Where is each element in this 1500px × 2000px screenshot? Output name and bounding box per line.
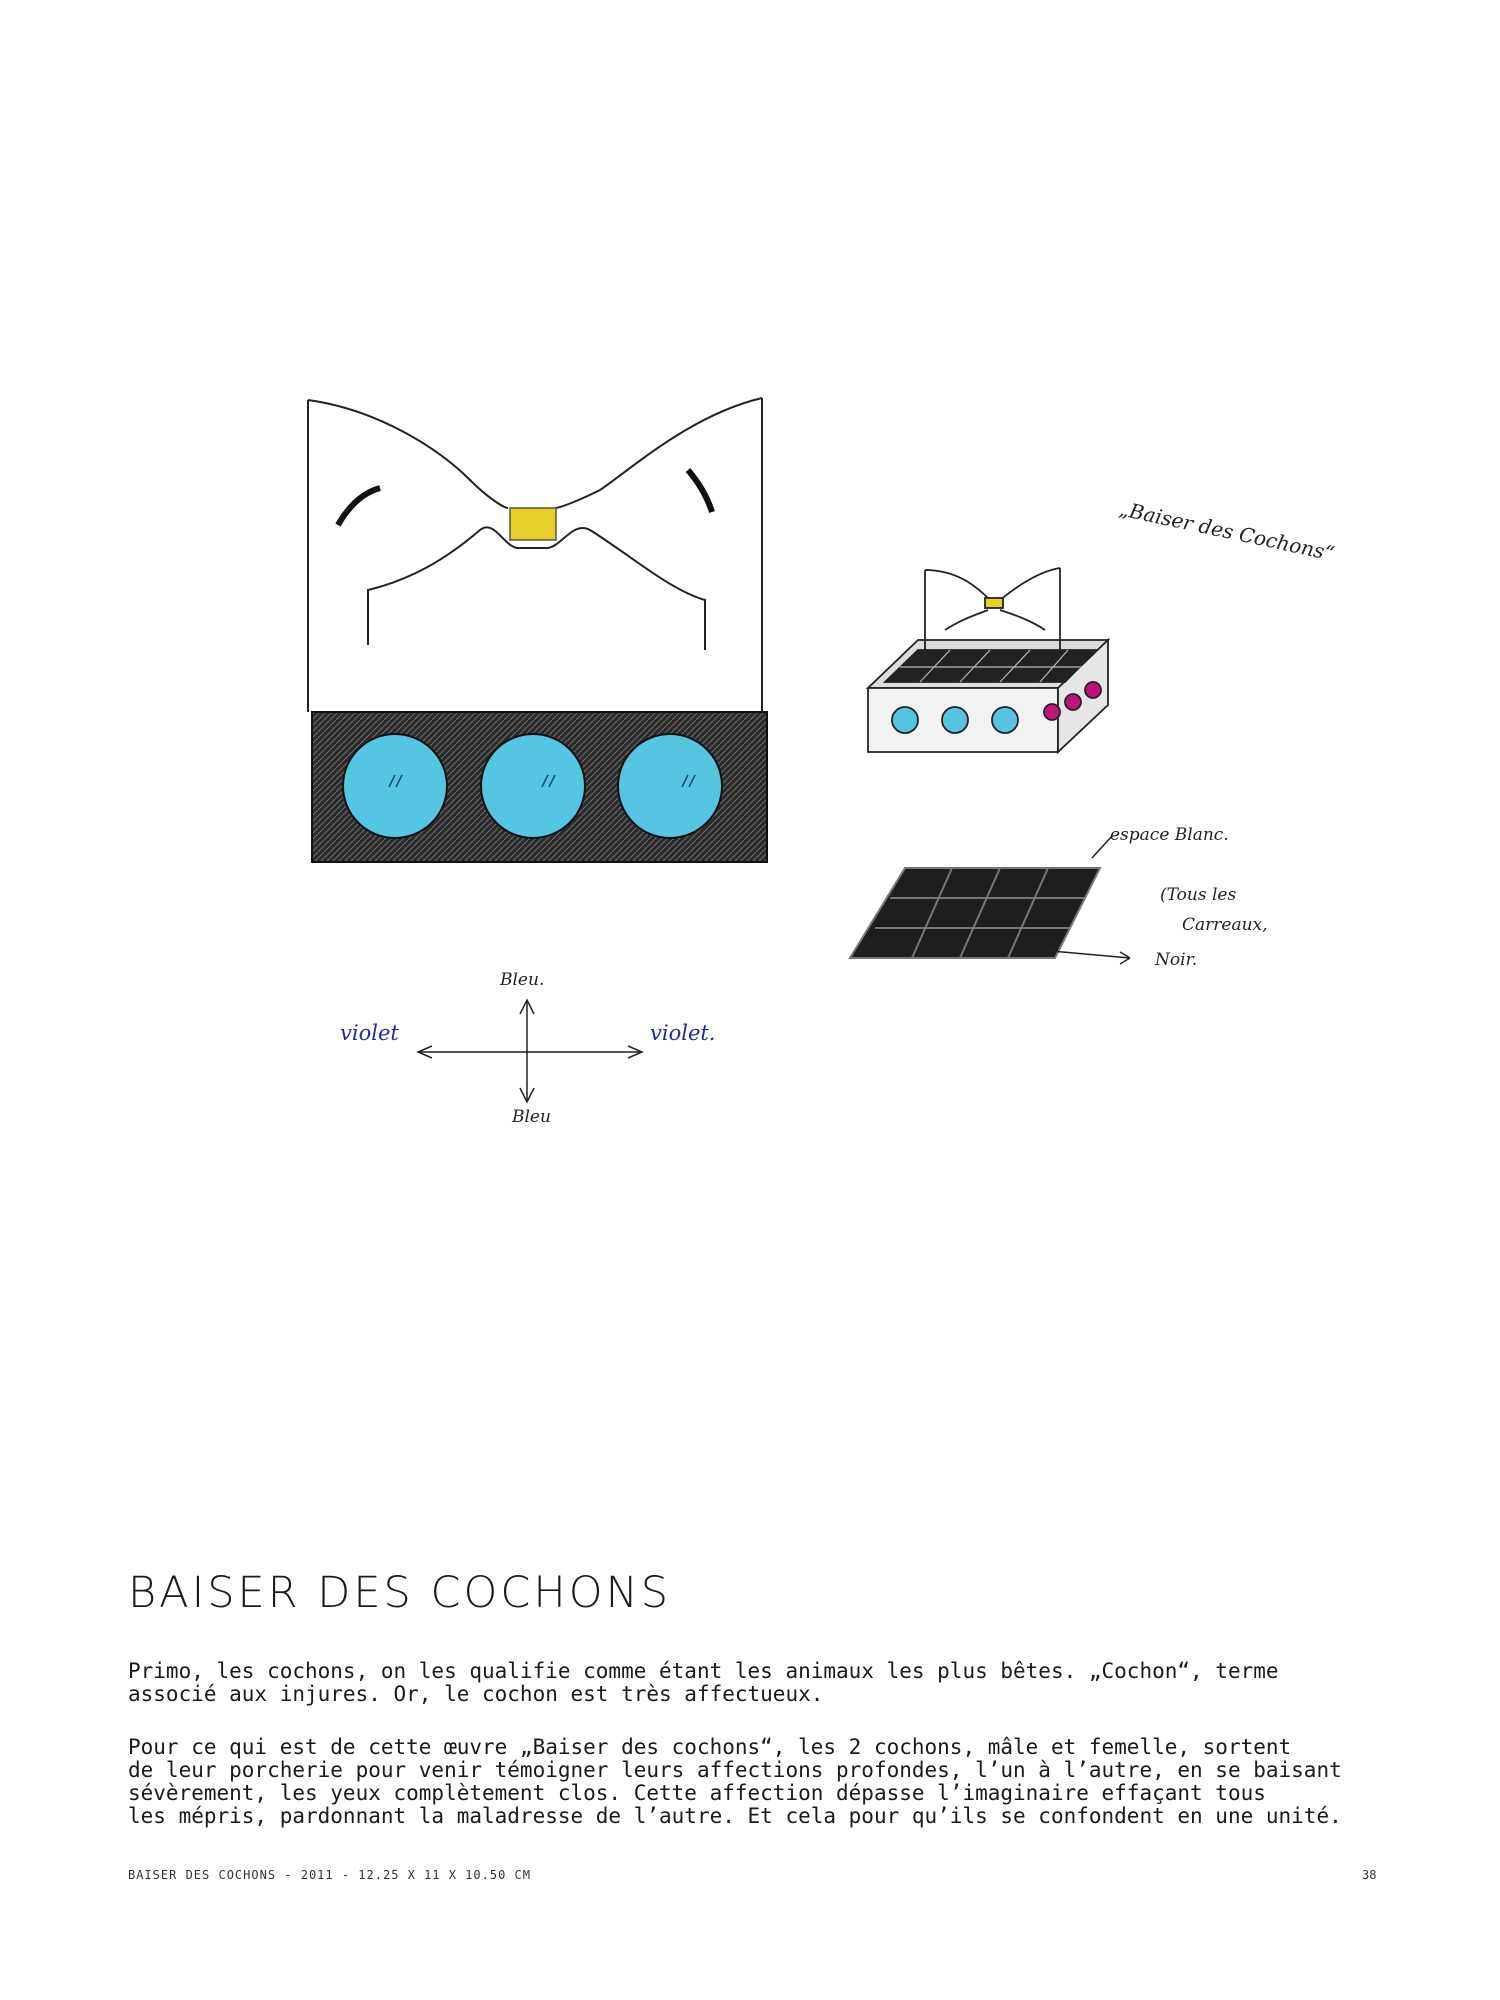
label-violet-left: violet: [340, 1021, 399, 1045]
label-tous-carreaux-2: Carreaux,: [1182, 915, 1268, 935]
label-violet-right: violet.: [650, 1021, 716, 1045]
main-sculpture-drawing: [308, 398, 767, 862]
tile-grid-sketch: [850, 868, 1100, 958]
lens-right: [618, 734, 722, 838]
label-bleu-top: Bleu.: [500, 970, 545, 990]
label-bleu-bottom: Bleu: [512, 1107, 551, 1127]
article-title: BAISER DES COCHONS: [128, 1568, 672, 1618]
label-tous-carreaux-1: (Tous les: [1160, 885, 1237, 905]
perspective-sketch: [868, 568, 1108, 752]
sketch-note-title: „Baiser des Cochons“: [1116, 496, 1337, 566]
label-noir: Noir.: [1155, 950, 1198, 970]
page-number: 38: [1362, 1868, 1377, 1882]
color-direction-diagram: [418, 1000, 642, 1102]
footer-caption: BAISER DES COCHONS - 2011 - 12.25 X 11 X 10.50 CM: [128, 1868, 532, 1882]
article-paragraph-1: Primo, les cochons, on les qualifie comme étant les animaux les plus bêtes. „Cochon“, terme associé aux injures. Or, le cochon est très affectueux.: [128, 1659, 1279, 1706]
lens-center: [481, 734, 585, 838]
lens-left: [343, 734, 447, 838]
label-espace-blanc: espace Blanc.: [1110, 825, 1229, 845]
article-paragraph-2: Pour ce qui est de cette œuvre „Baiser des cochons“, les 2 cochons, mâle et femelle, sortent de leur porcherie pour venir témoigner leurs affections profondes, l’un à l’autre, en se baisant sévèrement, les yeux complètement clos. Cette affection dépasse l’imaginaire effaçant tous les mépris, pardonnant la maladresse de l’autre. Et cela pour qu’ils se confondent en une unité.: [128, 1735, 1342, 1828]
